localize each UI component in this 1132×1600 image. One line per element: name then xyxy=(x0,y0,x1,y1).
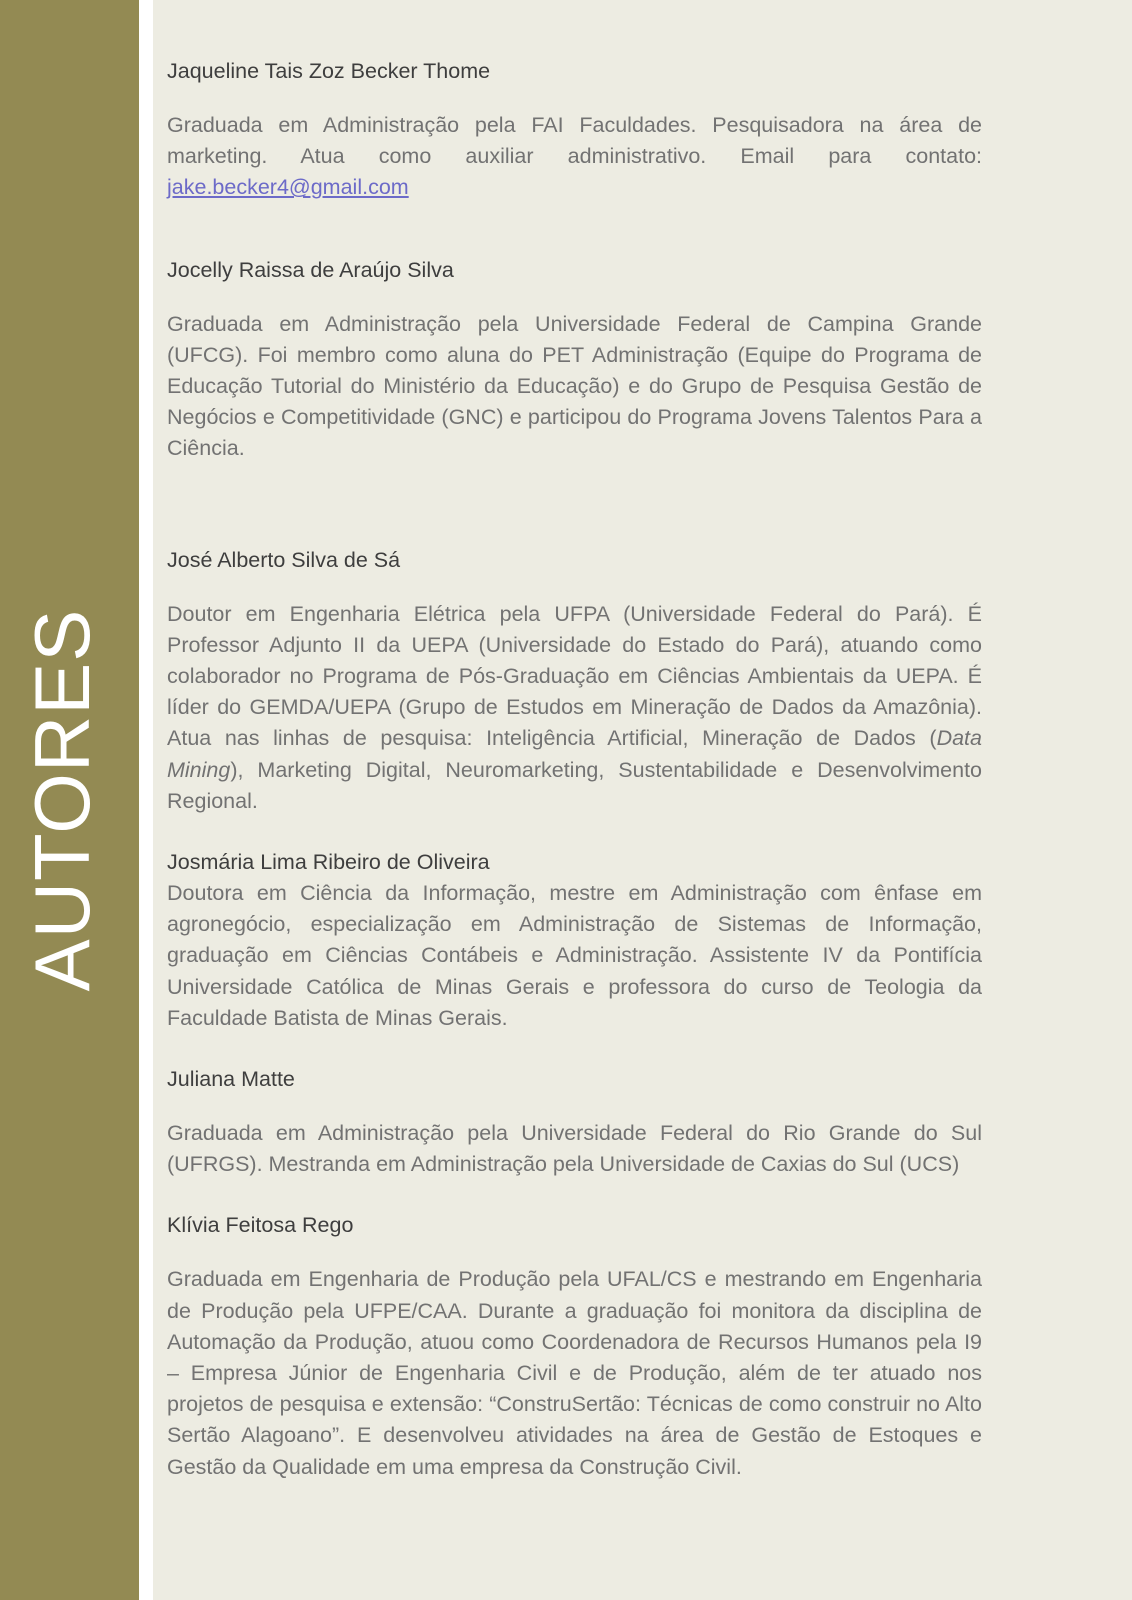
author-entry xyxy=(167,847,982,1034)
author-list xyxy=(167,56,982,1483)
author-bio: Graduada em Administração pela Universidade Federal de Campina Grande (UFCG). Foi membro como aluna do PET Administração (Equipe do Programa de Educação Tutorial do Ministério da Educação) e do Grupo de Pesquisa Gestão de Negócios e Competitividade (GNC) e participou do Programa Jovens Talentos Para a Ciência. xyxy=(167,311,982,461)
author-name: Jocelly Raissa de Araújo Silva xyxy=(167,257,454,282)
section-sidebar xyxy=(0,0,139,1600)
author-name: Jaqueline Tais Zoz Becker Thome xyxy=(167,59,491,83)
author-entry xyxy=(167,1210,982,1482)
author-bio: Doutora em Ciência da Informação, mestre em Administração com ênfase em agronegócio, especialização em Administração de Sistemas de Informação, graduação em Ciências Contábeis e Administração. Assistente IV da Pontifícia Universidade Católica de Minas Gerais e professora do curso de Teologia da Faculdade Batista de Minas Gerais. xyxy=(167,881,982,1030)
page-content xyxy=(153,0,1132,1600)
author-entry xyxy=(167,545,982,817)
author-entry xyxy=(167,1064,982,1180)
author-bio-text: ), Marketing Digital, Neuromarketing, Sustentabilidade e Desenvolvimento Regional. xyxy=(167,757,982,813)
author-name: Klívia Feitosa Rego xyxy=(167,1213,354,1238)
email-link[interactable]: jake.becker4@gmail.com xyxy=(167,175,409,200)
author-entry xyxy=(167,56,982,204)
author-bio-text: Doutor em Engenharia Elétrica pela UFPA (Universidade Federal do Pará). É Professor Adjunto II da UEPA (Universidade do Estado do Pará), atuando como colaborador no Programa de Pós-Graduação em Ciências Ambientais da UEPA. É líder do GEMDA/UEPA (Grupo de Estudos em Mineração de Dados da Amazônia). Atua nas linhas de pesquisa: Inteligência Artificial, Mineração de Dados ( xyxy=(167,601,982,751)
author-bio: Graduada em Administração pela Universidade Federal do Rio Grande do Sul (UFRGS). Mestranda em Administração pela Universidade de Caxias do Sul (UCS) xyxy=(167,1121,982,1177)
author-name: José Alberto Silva de Sá xyxy=(167,547,401,572)
author-bio xyxy=(167,599,982,817)
author-name: Juliana Matte xyxy=(167,1067,295,1092)
author-bio xyxy=(167,110,982,204)
author-entry xyxy=(167,255,982,465)
author-bio-italic: Data Mining xyxy=(167,726,982,782)
author-bio-text: Graduada em Administração pela FAI Faculdades. Pesquisadora na área de marketing. Atua como auxiliar administrativo. Email para contato: xyxy=(167,113,982,169)
author-name: Josmária Lima Ribeiro de Oliveira xyxy=(167,850,490,875)
author-bio: Graduada em Engenharia de Produção pela UFAL/CS e mestrando em Engenharia de Produção pela UFPE/CAA. Durante a graduação foi monitora da disciplina de Automação da Produção, atuou como Coordenadora de Recursos Humanos pela I9 – Empresa Júnior de Engenharia Civil e de Produção, além de ter atuado nos projetos de pesquisa e extensão: “ConstruSertão: Técnicas de como construir no Alto Sertão Alagoano”. E desenvolveu atividades na área de Gestão de Estoques e Gestão da Qualidade em uma empresa da Construção Civil. xyxy=(167,1267,982,1479)
section-title: AUTORES xyxy=(18,608,106,992)
